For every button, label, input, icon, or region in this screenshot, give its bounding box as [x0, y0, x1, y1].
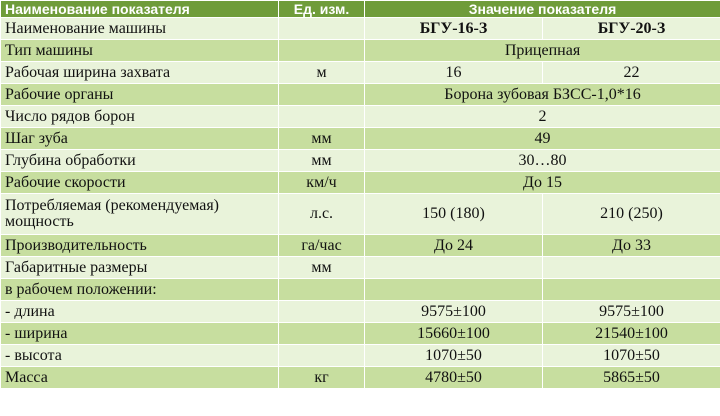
table-row: [1, 128, 720, 150]
productivity-bgu-20-value: До 33: [543, 235, 720, 257]
mass-bgu-16-value: 4780±50: [365, 367, 543, 389]
row-name-working-speeds: Рабочие скорости: [1, 172, 279, 194]
height-bgu-20-value: 1070±50: [543, 345, 720, 367]
row-name-height: - высота: [1, 345, 279, 367]
row-name-length: - длина: [1, 301, 279, 323]
model-bgu-20-value: БГУ-20-З: [543, 18, 720, 40]
row-name-productivity: Производительность: [1, 235, 279, 257]
row-unit: [279, 301, 365, 323]
header-parameter-name: Наименование показателя: [1, 1, 279, 18]
table-row: [1, 18, 720, 40]
table-row: [1, 235, 720, 257]
row-unit: [279, 323, 365, 345]
row-name-working-width: Рабочая ширина захвата: [1, 62, 279, 84]
row-unit: [279, 84, 365, 106]
working-speeds-value: До 15: [365, 172, 720, 194]
row-unit: [279, 18, 365, 40]
row-name-width: - ширина: [1, 323, 279, 345]
mass-bgu-20-value: 5865±50: [543, 367, 720, 389]
working-bodies-value: Борона зубовая БЗСС-1,0*16: [365, 84, 720, 106]
row-unit: [279, 279, 365, 301]
row-unit: кг: [279, 367, 365, 389]
row-name-machine-name: Наименование машины: [1, 18, 279, 40]
dimensions-bgu-16-value: [365, 257, 543, 279]
row-unit: га/час: [279, 235, 365, 257]
table-row: [1, 279, 720, 301]
table-row: [1, 257, 720, 279]
harrow-rows-value: 2: [365, 106, 720, 128]
dimensions-bgu-20-value: [543, 257, 720, 279]
power-bgu-16-value: 150 (180): [365, 194, 543, 235]
row-name-processing-depth: Глубина обработки: [1, 150, 279, 172]
table-row: [1, 301, 720, 323]
row-unit: л.с.: [279, 194, 365, 235]
row-unit: мм: [279, 128, 365, 150]
tooth-pitch-value: 49: [365, 128, 720, 150]
table-row: [1, 323, 720, 345]
row-name-working-position: в рабочем положении:: [1, 279, 279, 301]
table-row: [1, 106, 720, 128]
machine-type-value: Прицепная: [365, 40, 720, 62]
table-row: [1, 172, 720, 194]
width-bgu-20-value: 21540±100: [543, 323, 720, 345]
length-bgu-16-value: 9575±100: [365, 301, 543, 323]
width-bgu-16-value: 15660±100: [365, 323, 543, 345]
table-row: [1, 345, 720, 367]
power-bgu-20-value: 210 (250): [543, 194, 720, 235]
row-name-tooth-pitch: Шаг зуба: [1, 128, 279, 150]
working-width-bgu-16-value: 16: [365, 62, 543, 84]
working-width-bgu-20-value: 22: [543, 62, 720, 84]
row-unit: мм: [279, 257, 365, 279]
table-row: [1, 367, 720, 389]
working-position-bgu-20-value: [543, 279, 720, 301]
row-name-power: Потребляемая (рекомендуемая) мощность: [1, 194, 279, 235]
processing-depth-value: 30…80: [365, 150, 720, 172]
header-value: Значение показателя: [365, 1, 720, 18]
row-name-harrow-rows: Число рядов борон: [1, 106, 279, 128]
header-unit: Ед. изм.: [279, 1, 365, 18]
productivity-bgu-16-value: До 24: [365, 235, 543, 257]
row-name-working-bodies: Рабочие органы: [1, 84, 279, 106]
table-row: [1, 84, 720, 106]
row-name-dimensions: Габаритные размеры: [1, 257, 279, 279]
model-bgu-16-value: БГУ-16-З: [365, 18, 543, 40]
row-unit: км/ч: [279, 172, 365, 194]
table-row: [1, 40, 720, 62]
row-name-machine-type: Тип машины: [1, 40, 279, 62]
length-bgu-20-value: 9575±100: [543, 301, 720, 323]
row-unit: [279, 40, 365, 62]
table-row: [1, 194, 720, 235]
table-header-row: [1, 1, 720, 18]
table-row: [1, 62, 720, 84]
row-unit: [279, 106, 365, 128]
row-unit: мм: [279, 150, 365, 172]
table-row: [1, 150, 720, 172]
row-unit: м: [279, 62, 365, 84]
working-position-bgu-16-value: [365, 279, 543, 301]
row-unit: [279, 345, 365, 367]
row-name-mass: Масса: [1, 367, 279, 389]
height-bgu-16-value: 1070±50: [365, 345, 543, 367]
